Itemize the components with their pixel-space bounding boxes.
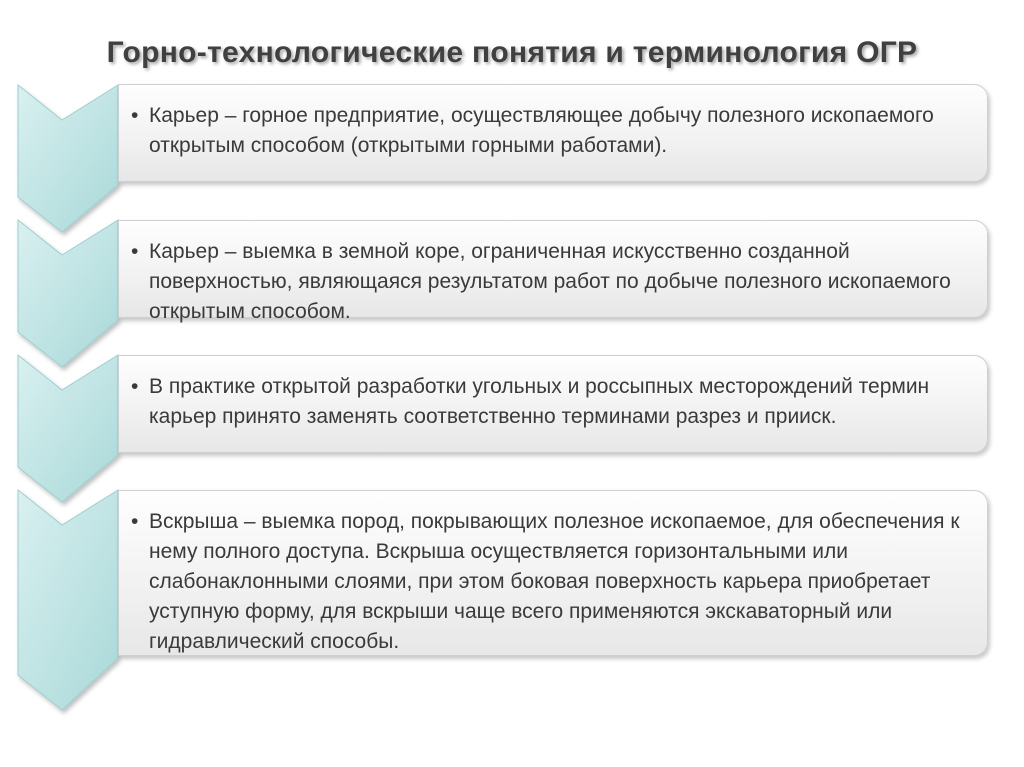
term-text: Карьер – выемка в земной коре, ограниченная искусственно созданной поверхностью, являющаяся результатом работ по добыче полезного ископаемого открытым способом. — [149, 240, 951, 323]
bullet: • — [131, 240, 139, 263]
chevron-4 — [18, 490, 118, 710]
term-text: Вскрыша – выемка пород, покрывающих полезное ископаемое, для обеспечения к нему полного доступа. Вскрыша осуществляется горизонтальными или слабонаклонными слоями, при этом боковая поверхность карьера приобретает уступную форму, для вскрыши чаще всего применяются экскаваторный или гидравлический способы. — [149, 510, 960, 653]
bullet: • — [131, 510, 139, 533]
bullet: • — [131, 104, 139, 127]
term-text: Карьер – горное предприятие, осуществляющее добычу полезного ископаемого открытым способом (открытыми горными работами). — [149, 104, 934, 157]
bullet: • — [131, 375, 139, 398]
chevron-2 — [18, 220, 118, 367]
term-card-2 — [118, 220, 988, 323]
page-title: Горно-технологические понятия и терминология ОГР — [106, 36, 918, 69]
term-text: В практике открытой разработки угольных и россыпных месторождений термин карьер принято заменять соответственно терминами разрез и прииск. — [149, 375, 930, 428]
term-card-3 — [118, 355, 988, 453]
term-card-1 — [118, 84, 988, 182]
term-card-4 — [118, 490, 988, 656]
chevron-1 — [18, 85, 118, 232]
chevron-3 — [18, 355, 118, 502]
